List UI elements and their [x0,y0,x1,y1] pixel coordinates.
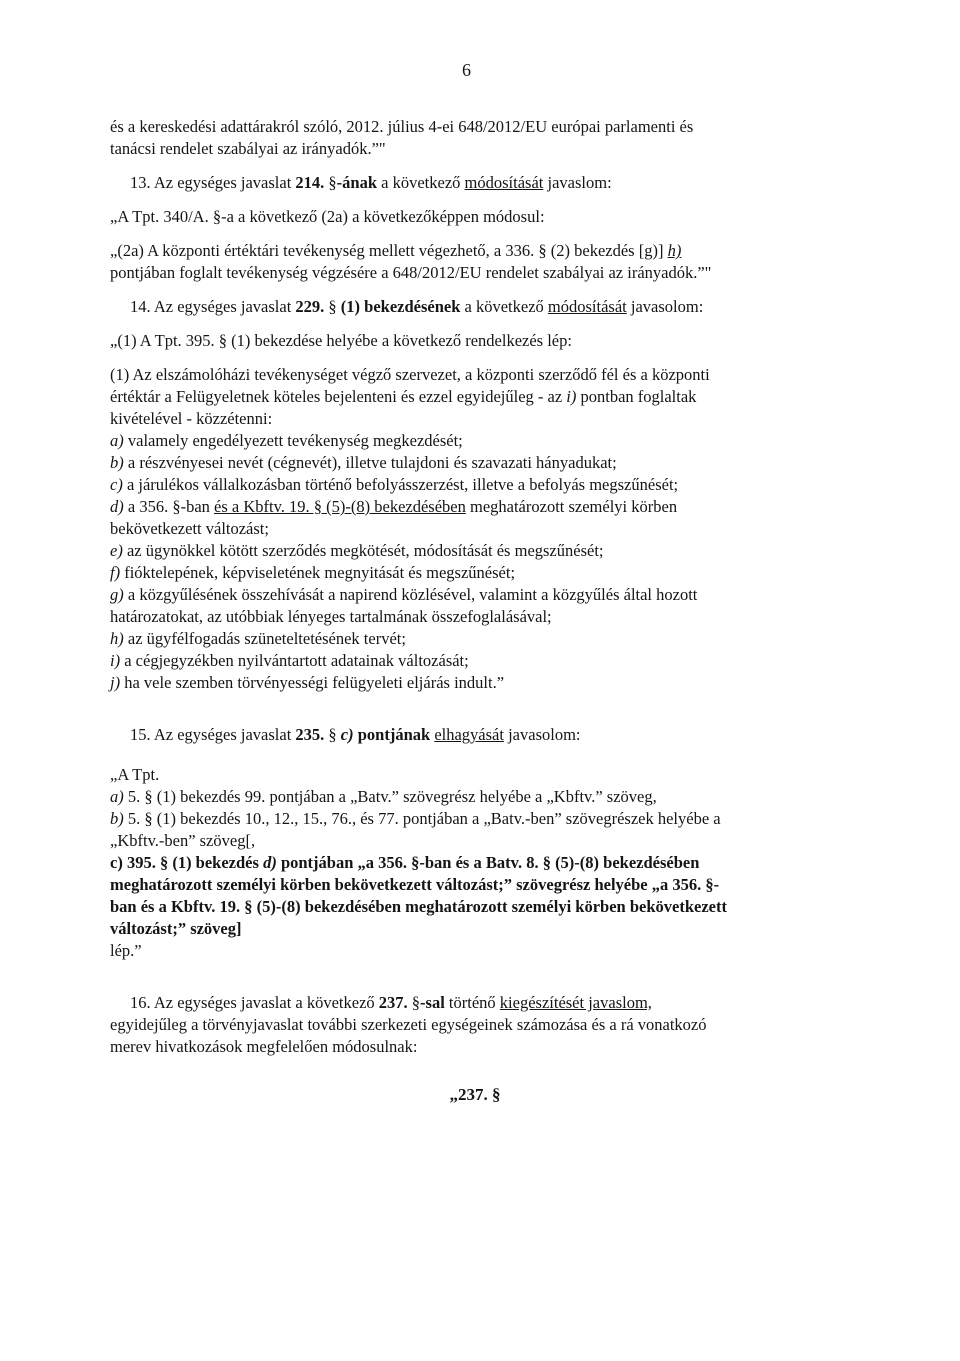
point-label: b) [110,453,124,472]
item-16 [110,992,840,1014]
point-label: j) [110,673,121,692]
point-label: c) [340,725,354,744]
text-line [110,240,840,262]
text-line: meghatározott személyi körben bekövetkezett változást;” szövegrész helyébe „a 356. §- [110,875,720,894]
text: § [324,173,337,192]
point-label: h) [110,629,124,648]
list-item [110,584,840,628]
text: az ügyfélfogadás szüneteltetésének tervét; [123,629,406,648]
amendment-intro: „A Tpt. [110,765,160,784]
amendment-text-15 [110,764,840,962]
paragraph-1 [110,116,840,160]
text-line: (1) Az elszámolóházi tevékenységet végző szervezet, a központi szerződő fél és a központi [110,365,710,384]
point-list [110,430,840,694]
text: a következő [460,297,548,316]
amendment-intro: „(1) A Tpt. 395. § (1) bekezdése helyébe a következő rendelkezés lép: [110,331,572,350]
text: 5. § (1) bekezdés 10., 12., 15., 76., és 77. pontjában a „Batv.-ben” szövegrészek helyébe a [123,809,721,828]
text: a cégjegyzékben nyilvántartott adatainak változását; [120,651,469,670]
page-number: 6 [462,60,471,80]
list-item [110,672,840,694]
text-line: merev hivatkozások megfelelően módosulnak: [110,1037,418,1056]
text: § [407,993,421,1012]
text: pontjában „a 356. §-ban és a Batv. 8. § (5)-(8) bekezdésében [276,853,700,872]
text-underlined: kiegészítését javaslom, [499,993,652,1012]
text-bold: -sal [420,993,445,1012]
closing-text: lép.” [110,941,142,960]
text-line: „Kbftv.-ben” szöveg[, [110,831,256,850]
point-label: g) [110,585,124,604]
list-item [110,474,840,496]
amendment-intro: „A Tpt. 340/A. §-a a következő (2a) a következőképpen módosul: [110,207,545,226]
text-bold: -ának [336,173,378,192]
list-item [110,562,840,584]
text-line: tanácsi rendelet szabályai az irányadók.”" [110,139,386,158]
text: javasolom: [503,725,581,744]
paragraph-1-text [110,364,840,430]
point-reference: h) [667,241,682,260]
text-line [110,584,840,606]
text: értéktár a Felügyeletnek köteles bejelenteni és ezzel egyidejűleg - az [110,387,567,406]
text-line: kivételével - közzétenni: [110,409,273,428]
point-label: c) [110,475,123,494]
text: a részvényesei nevét (cégnevét), illetve tulajdoni és szavazati hányadukat; [123,453,617,472]
text-line [110,808,840,830]
text: 14. Az egységes javaslat [130,297,296,316]
section-number: 237. [378,993,408,1012]
text-line: ban és a Kbftv. 19. § (5)-(8) bekezdésében meghatározott személyi körben bekövetkezett [110,897,727,916]
text-line [110,496,840,518]
struck-reference: [g)] [638,241,664,260]
text-underlined: és a Kbftv. 19. § (5)-(8) bekezdésében [214,497,466,516]
text: § [324,297,341,316]
list-item [110,430,840,452]
section-number: 229. [295,297,325,316]
text: 13. Az egységes javaslat [130,173,296,192]
text: 5. § (1) bekezdés 99. pontjában a „Batv.” szövegrész helyébe a „Kbftv.” szöveg, [123,787,657,806]
text-underlined: elhagyását [434,725,504,744]
text: § [324,725,341,744]
point-label: a) [110,431,124,450]
point-label: d) [110,497,124,516]
text-line: egyidejűleg a törvényjavaslat további szerkezeti egységeinek számozása és a rá vonatkozó [110,1015,707,1034]
text: a járulékos vállalkozásban történő befolyásszerzést, illetve a befolyás megszűnését; [122,475,679,494]
text-line [110,386,840,408]
text-underlined: módosítását [547,297,627,316]
text-line: és a kereskedési adattárakról szóló, 2012. július 4-ei 648/2012/EU európai parlamenti és [110,117,694,136]
text: 15. Az egységes javaslat [130,725,296,744]
text: valamely engedélyezett tevékenység megkezdését; [123,431,463,450]
text-line [130,992,840,1014]
text-bold: pontjának [353,725,431,744]
text: javasolom: [626,297,704,316]
text-line [110,852,840,874]
item-15 [110,724,840,746]
point-label: a) [110,787,124,806]
text-underlined: módosítását [464,173,544,192]
point-label: e) [110,541,123,560]
list-item [110,786,840,808]
point-label: d) [263,853,277,872]
list-item [110,808,840,852]
text-line: határozatokat, az utóbbiak lényeges tartalmának összefoglalásával; [110,607,552,626]
item-16-continued [110,1014,840,1058]
section-number: 214. [295,173,325,192]
paragraph-2a [110,240,840,284]
item-13 [110,172,840,194]
item-14 [110,296,840,318]
text: a közgyűlésének összehívását a napirend közlésével, valamint a közgyűlés által hozott [123,585,698,604]
text: pontban foglaltak [576,387,697,406]
point-label: i) [566,387,577,406]
list-item-deleted [110,852,840,940]
list-item [110,452,840,474]
section-heading-237: „237. § [449,1085,501,1104]
point-label: i) [110,651,121,670]
text: 16. Az egységes javaslat a következő [130,993,379,1012]
text-bold: (1) bekezdésének [340,297,461,316]
text: „(2a) A központi értéktári tevékenység mellett végezhető, a 336. § (2) bekezdés [110,241,639,260]
list-item [110,496,840,540]
text: fióktelepének, képviseletének megnyitását és megszűnését; [120,563,516,582]
text: az ügynökkel kötött szerződés megkötését, módosítását és megszűnését; [122,541,604,560]
text-line: változást;” szöveg] [110,919,242,938]
point-label: f) [110,563,121,582]
list-item [110,540,840,562]
text: meghatározott személyi körben [465,497,678,516]
text: javaslom: [543,173,612,192]
text: c) 395. § (1) bekezdés [110,853,264,872]
text: ha vele szemben törvényességi felügyeleti eljárás indult.” [120,673,505,692]
text-line: bekövetkezett változást; [110,519,269,538]
list-item [110,628,840,650]
list-item [110,650,840,672]
text: a 356. §-ban [123,497,215,516]
document-body [110,116,840,1106]
text-line: pontjában foglalt tevékenység végzésére a 648/2012/EU rendelet szabályai az irányadók.”" [110,263,712,282]
point-label: b) [110,809,124,828]
text: a következő [377,173,465,192]
text: történő [444,993,500,1012]
section-number: 235. [295,725,325,744]
